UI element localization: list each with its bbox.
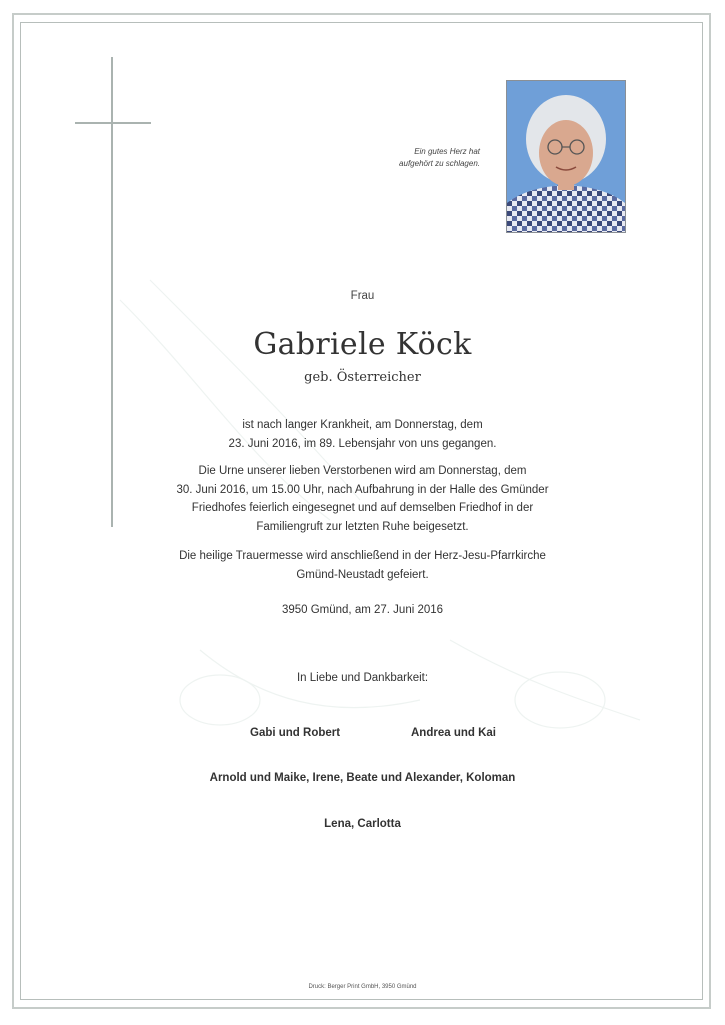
funeral-paragraph: Die Urne unserer lieben Verstorbenen wird am Donnerstag, dem 30. Juni 2016, um 15.00 Uhr, nach Aufbahrung in der Halle des Gmünder Friedhofes feierlich eingesegnet und auf demselben Friedhof in der Familiengruft zur letzten Ruhe beigesetzt. [176,465,549,533]
family-row2: Arnold und Maike, Irene, Beate und Alexander, Koloman [209,772,516,784]
deceased-name: Gabriele Köck [253,327,472,362]
portrait-photo [506,80,626,233]
announcement-paragraph: ist nach langer Krankheit, am Donnerstag, dem 23. Juni 2016, im 89. Lebensjahr von uns gegangen. [228,419,497,450]
family-row1-left: Gabi und Robert [250,727,341,739]
mass-paragraph: Die heilige Trauermesse wird anschließend in der Herz-Jesu-Pfarrkirche Gmünd-Neustadt gefeiert. [179,550,546,581]
name-prefix: Frau [350,290,375,302]
birth-name: geb. Österreicher [304,370,421,385]
closing-line: In Liebe und Dankbarkeit: [296,672,429,684]
printer-credit: Druck: Berger Print GmbH, 3950 Gmünd [308,984,417,990]
cross-horizontal [75,122,151,124]
place-date: 3950 Gmünd, am 27. Juni 2016 [281,604,444,616]
motto-text: Ein gutes Herz hat aufgehört zu schlagen. [399,147,480,168]
family-row3: Lena, Carlotta [324,818,401,830]
family-row1-right: Andrea und Kai [411,727,496,739]
